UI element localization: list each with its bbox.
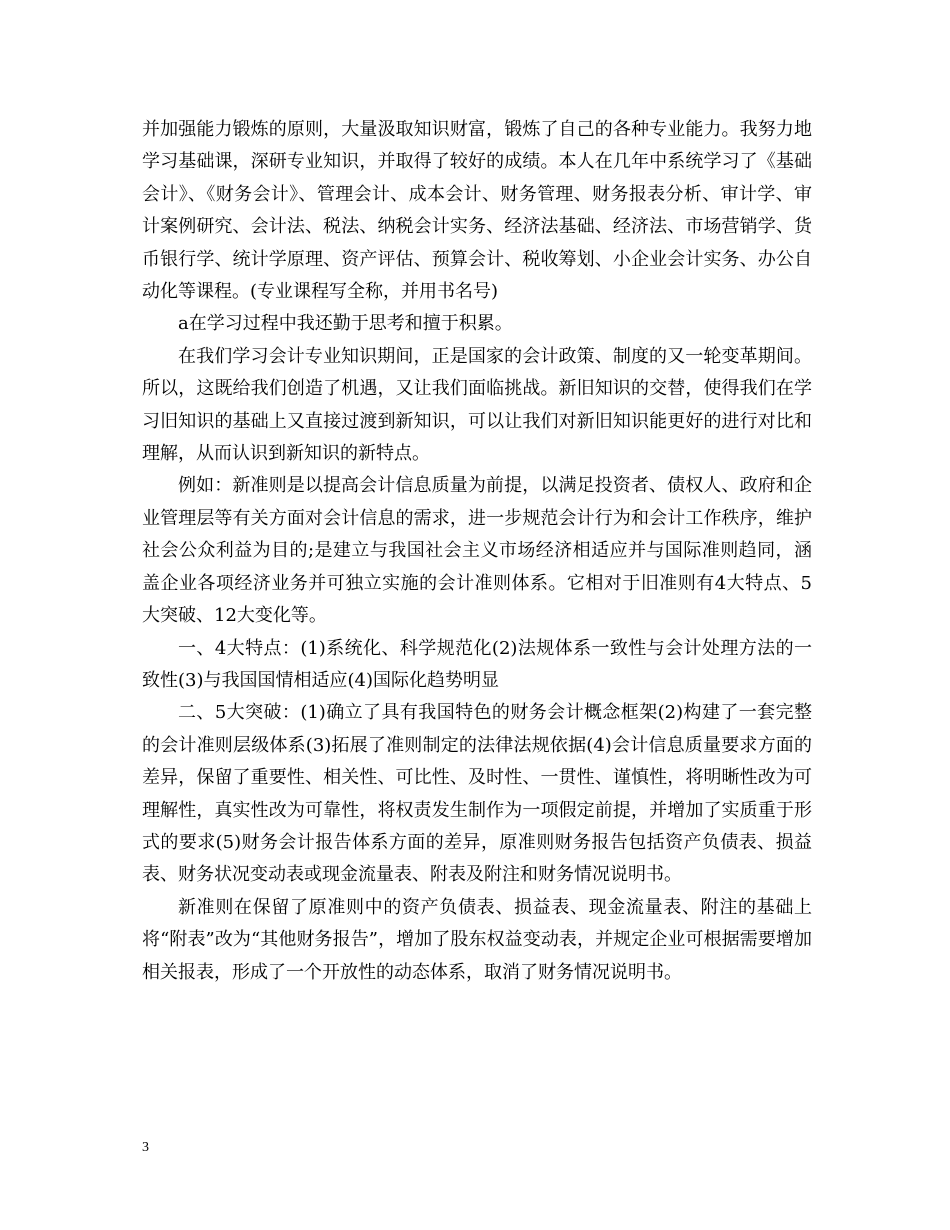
paragraph-study-habits: a在学习过程中我还勤于思考和擅于积累。	[178, 313, 513, 335]
paragraph-new-standards-example: 例如：新准则是以提高会计信息质量为前提，以满足投资者、债权人、政府和企业管理层等有关方面对会计信息的需求，进一步规范会计行为和会计工作秩序，维护社会公众利益为目的;是建立与我国社会主义市场经济相适应并与国际准则趋同，涵盖企业各项经济业务并可独立实施的会计准则体系。它相对于旧准则有4大特点、5大突破、12大变化等。	[142, 475, 812, 627]
document-body	[142, 114, 812, 989]
paragraph-courses: 并加强能力锻炼的原则，大量汲取知识财富，锻炼了自己的各种专业能力。我努力地学习基础课，深研专业知识，并取得了较好的成绩。本人在几年中系统学习了《基础会计》、《财务会计》、管理会计、成本会计、财务管理、财务报表分析、审计学、审计案例研究、会计法、税法、纳税会计实务、经济法基础、经济法、市场营销学、货币银行学、统计学原理、资产评估、预算会计、税收筹划、小企业会计实务、办公自动化等课程。(专业课程写全称，并用书名号)	[142, 119, 812, 303]
page-number: 3	[142, 1140, 149, 1155]
paragraph-five-breakthroughs: 二、5大突破：(1)确立了具有我国特色的财务会计概念框架(2)构建了一套完整的会计准则层级体系(3)拓展了准则制定的法律法规依据(4)会计信息质量要求方面的差异，保留了重要性、相关性、可比性、及时性、一贯性、谨慎性，将明晰性改为可理解性，真实性改为可靠性，将权责发生制作为一项假定前提，并增加了实质重于形式的要求(5)财务会计报告体系方面的差异，原准则财务报告包括资产负债表、损益表、财务状况变动表或现金流量表、附表及附注和财务情况说明书。	[142, 702, 812, 886]
paragraph-report-changes: 新准则在保留了原准则中的资产负债表、损益表、现金流量表、附注的基础上将“附表”改为“其他财务报告”，增加了股东权益变动表，并规定企业可根据需要增加相关报表，形成了一个开放性的动态体系，取消了财务情况说明书。	[142, 896, 812, 983]
paragraph-policy-reform: 在我们学习会计专业知识期间，正是国家的会计政策、制度的又一轮变革期间。所以，这既给我们创造了机遇，又让我们面临挑战。新旧知识的交替，使得我们在学习旧知识的基础上又直接过渡到新知识，可以让我们对新旧知识能更好的进行对比和理解，从而认识到新知识的新特点。	[142, 345, 812, 465]
paragraph-four-features: 一、4大特点：(1)系统化、科学规范化(2)法规体系一致性与会计处理方法的一致性(3)与我国国情相适应(4)国际化趋势明显	[142, 637, 812, 691]
